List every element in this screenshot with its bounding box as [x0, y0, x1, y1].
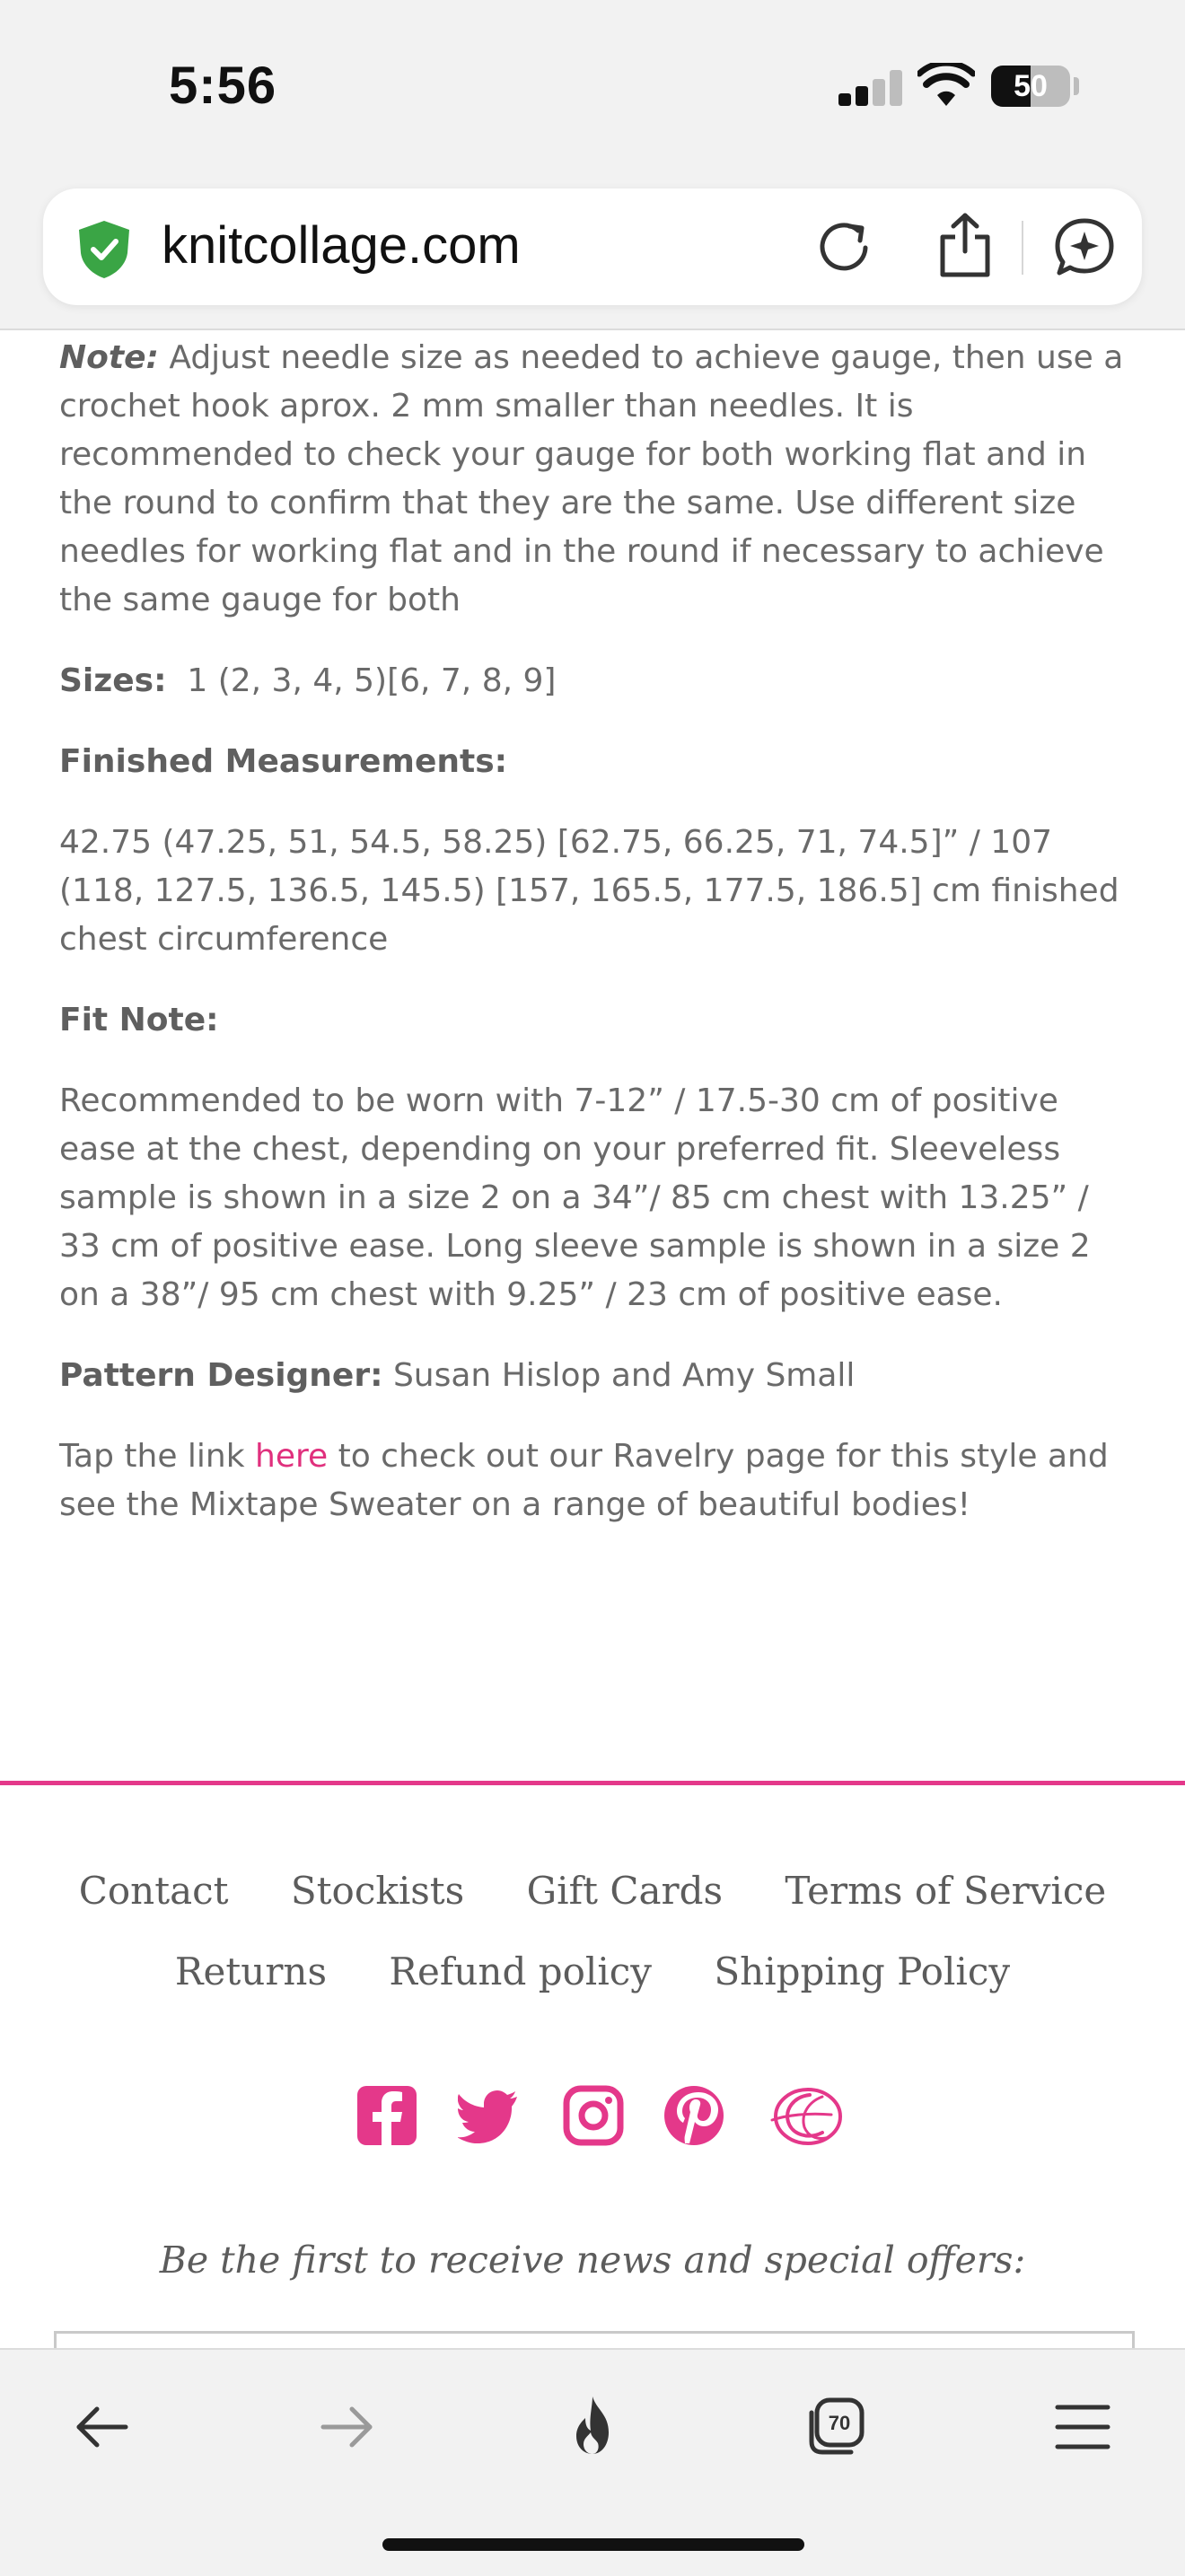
twitter-icon[interactable]: [458, 2084, 521, 2147]
reload-icon[interactable]: [813, 215, 876, 278]
ravelry-text-after: to check out our Ravelry page for this style and see the Mixtape Sweater on a range of beautiful bodies!: [59, 1438, 1109, 1523]
flame-icon[interactable]: [557, 2391, 628, 2463]
url-text[interactable]: knitcollage.com: [162, 216, 521, 275]
pinterest-icon[interactable]: [663, 2084, 725, 2147]
instagram-icon[interactable]: [562, 2084, 625, 2147]
battery-percent: 50: [1014, 69, 1048, 103]
address-bar[interactable]: [43, 188, 1142, 305]
wifi-icon: [917, 63, 975, 108]
footer-links-row-1: [0, 1869, 1185, 1913]
menu-icon[interactable]: [1047, 2391, 1119, 2463]
sizes-label: Sizes:: [59, 662, 167, 699]
note-label: Note:: [59, 339, 159, 376]
designer-label: Pattern Designer:: [59, 1357, 383, 1394]
note-paragraph: [59, 334, 1129, 625]
product-description: [59, 334, 1129, 1562]
designer-paragraph: [59, 1352, 1129, 1400]
footer-link-gift-cards[interactable]: Gift Cards: [526, 1869, 724, 1913]
ravelry-link[interactable]: here: [255, 1438, 329, 1475]
footer-link-returns[interactable]: Returns: [174, 1950, 327, 1993]
designer-value: Susan Hislop and Amy Small: [382, 1357, 856, 1394]
facebook-icon[interactable]: [356, 2084, 418, 2147]
sizes-value: 1 (2, 3, 4, 5)[6, 7, 8, 9]: [166, 662, 557, 699]
footer-links-row-2: [0, 1950, 1185, 1993]
fit-label: Fit Note:: [59, 1002, 219, 1038]
footer-link-stockists[interactable]: Stockists: [290, 1869, 465, 1913]
footer-link-contact[interactable]: Contact: [78, 1869, 229, 1913]
measurements-heading: [59, 738, 1129, 786]
tabs-button[interactable]: [801, 2391, 873, 2463]
back-arrow-icon[interactable]: [66, 2391, 138, 2463]
battery-tip: [1074, 77, 1079, 95]
footer-link-refund-policy[interactable]: Refund policy: [389, 1950, 653, 1993]
ravelry-icon[interactable]: [768, 2084, 844, 2147]
cellular-signal-icon: [838, 70, 901, 106]
tabs-count: 70: [828, 2412, 851, 2434]
measurements-label: Finished Measurements:: [59, 743, 508, 780]
footer-link-terms[interactable]: Terms of Service: [785, 1869, 1107, 1913]
ravelry-paragraph: [59, 1433, 1129, 1529]
forward-arrow-icon[interactable]: [311, 2391, 382, 2463]
fit-text: Recommended to be worn with 7-12” / 17.5-30 cm of positive ease at the chest, depending on your preferred fit. Sleeveless sample is shown in a size 2 on a 34”/ 85 cm chest with 13.25” / 33 cm of positive ease. Long sleeve sample is shown in a size 2 on a 38”/ 95 cm chest with 9.25” / 23 cm of positive ease.: [59, 1082, 1091, 1313]
browser-top-bar: [0, 0, 1185, 330]
fit-heading: [59, 996, 1129, 1045]
newsletter-heading: Be the first to receive news and special offers:: [159, 2239, 1026, 2282]
status-time: 5:56: [169, 57, 277, 115]
footer-divider: [0, 1781, 1185, 1785]
privacy-shield-icon[interactable]: [75, 219, 133, 280]
tabs-icon: [801, 2391, 873, 2463]
footer-link-shipping-policy[interactable]: Shipping Policy: [714, 1950, 1011, 1993]
battery-indicator: [991, 66, 1070, 107]
ravelry-text-before: Tap the link: [59, 1438, 256, 1475]
sizes-paragraph: [59, 657, 1129, 705]
share-icon[interactable]: [934, 210, 996, 280]
note-text: Adjust needle size as needed to achieve gauge, then use a crochet hook aprox. 2 mm smaller than needles. It is recommended to check your gauge for both working flat and in the round to confirm that they are the same. Use different size needles for working flat and in the round if necessary to achieve the same gauge for both: [59, 339, 1124, 618]
measurements-text: 42.75 (47.25, 51, 54.5, 58.25) [62.75, 66.25, 71, 74.5]” / 107 (118, 127.5, 136.5, 145.5) [157, 165.5, 177.5, 186.5] cm finished chest circumference: [59, 824, 1119, 958]
home-indicator: [382, 2538, 804, 2551]
address-bar-divider: [1022, 221, 1023, 275]
ai-assistant-icon[interactable]: [1052, 215, 1117, 280]
